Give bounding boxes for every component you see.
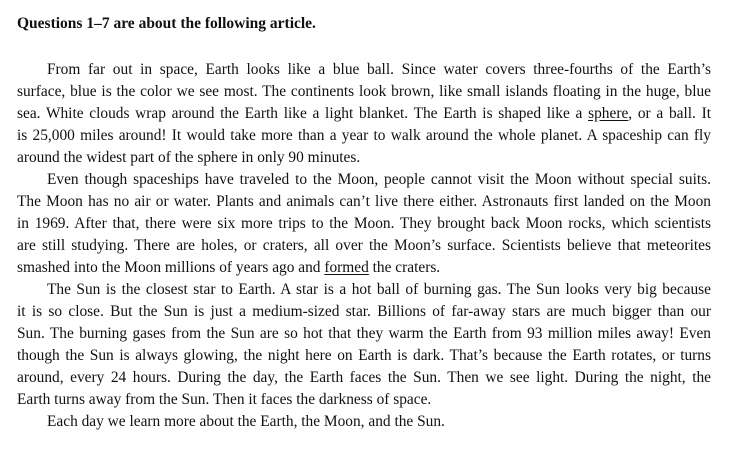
paragraph-1-line-4: is 25,000 miles around! It would take more than a year to walk around the whole planet. A spaceship can fly: [17, 127, 711, 144]
line-text: the craters.: [368, 259, 441, 276]
paragraph-2-line-4: are still studying. There are holes, or craters, all over the Moon’s surface. Scientists believe that meteorites: [17, 237, 711, 254]
underlined-word-formed: formed: [324, 259, 369, 276]
questions-heading: Questions 1–7 are about the following article.: [17, 15, 316, 32]
paragraph-3-line-3: Sun. The burning gases from the Sun are so hot that they warm the Earth from 93 million miles away! Even: [17, 325, 711, 342]
underlined-word-sphere: sphere: [588, 105, 629, 122]
paragraph-1-line-5: around the widest part of the sphere in only 90 minutes.: [17, 149, 361, 166]
paragraph-3-line-4: though the Sun is always glowing, the night here on Earth is dark. That’s because the Earth rotates, or turns: [17, 347, 711, 364]
paragraph-3-line-6: Earth turns away from the Sun. Then it faces the darkness of space.: [17, 391, 432, 408]
paragraph-2-line-2: The Moon has no air or water. Plants and animals can’t live there either. Astronauts first landed on the Moon: [17, 193, 711, 210]
line-text: sea. White clouds wrap around the Earth like a light blanket. The Earth is shaped like a: [17, 105, 589, 122]
paragraph-2-line-5: [17, 257, 440, 279]
paragraph-1-line-2: surface, blue is the color we see most. The continents look brown, like small islands floating in the huge, blue: [17, 83, 711, 100]
line-text: smashed into the Moon millions of years ago and: [17, 259, 325, 276]
paragraph-2-line-1: Even though spaceships have traveled to the Moon, people cannot visit the Moon without special suits.: [47, 171, 711, 188]
paragraph-3-line-1: The Sun is the closest star to Earth. A star is a hot ball of burning gas. The Sun looks very big because: [47, 281, 711, 298]
paragraph-1-line-3: [17, 103, 711, 125]
paragraph-4-line-1: Each day we learn more about the Earth, the Moon, and the Sun.: [47, 413, 445, 430]
paragraph-3-line-5: around, every 24 hours. During the day, the Earth faces the Sun. Then we see light. During the night, the: [17, 369, 711, 386]
line-text: , or a ball. It: [628, 105, 711, 122]
paragraph-1-line-1: From far out in space, Earth looks like a blue ball. Since water covers three-fourths of the Earth’s: [47, 61, 711, 78]
paragraph-2-line-3: in 1969. After that, there were six more trips to the Moon. They brought back Moon rocks, which scientists: [17, 215, 711, 232]
paragraph-3-line-2: it is so close. But the Sun is just a medium-sized star. Billions of far-away stars are much bigger than our: [17, 303, 711, 320]
